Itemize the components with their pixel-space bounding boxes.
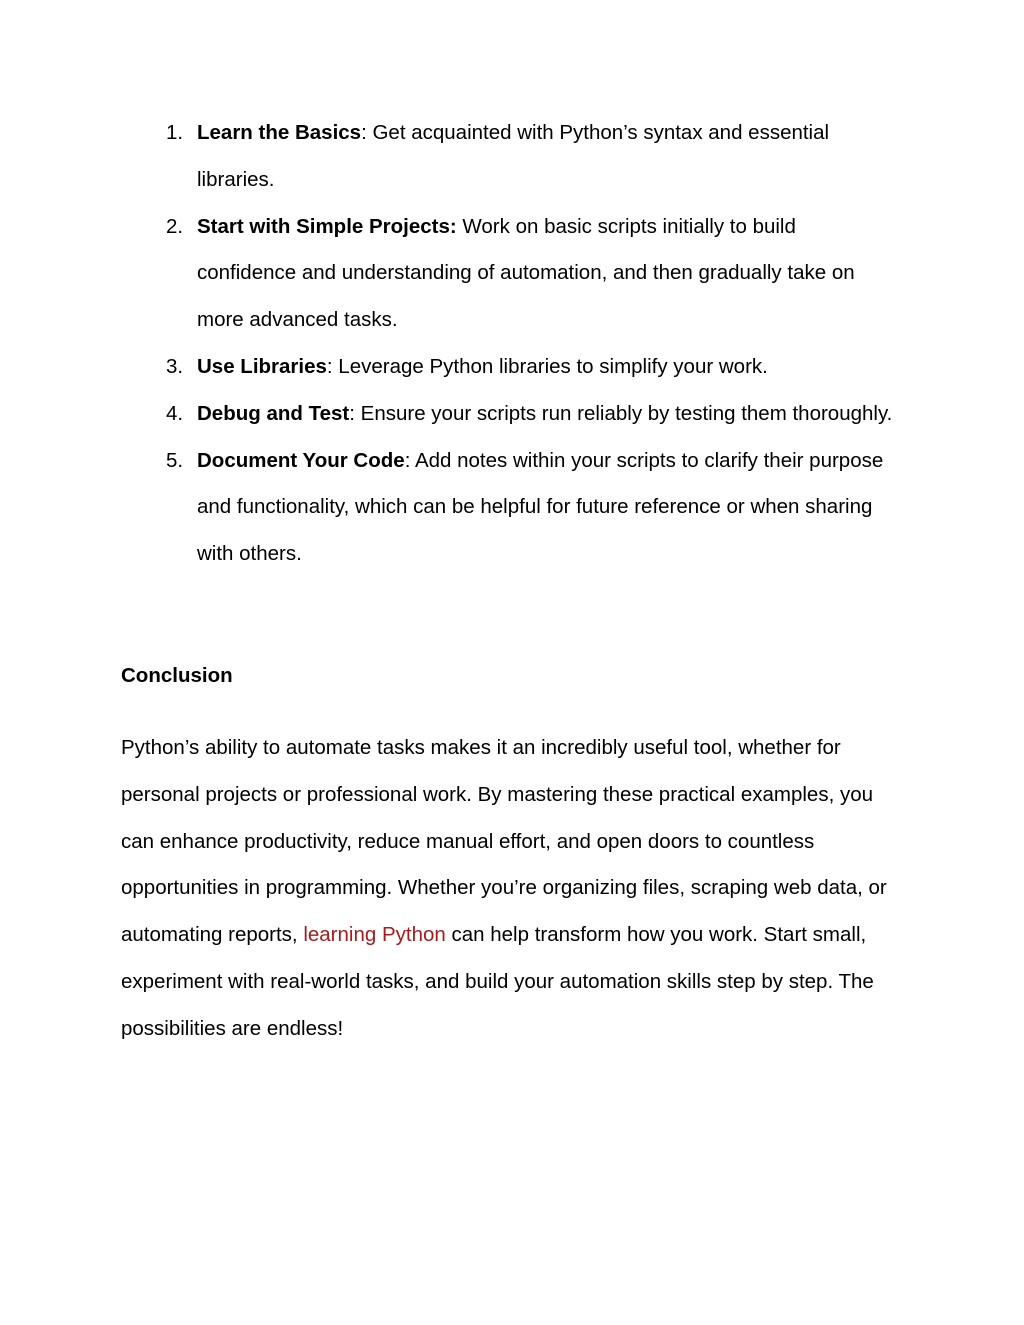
conclusion-heading: Conclusion (121, 664, 233, 687)
list-item (0, 438, 897, 578)
learning-python-link[interactable]: learning Python (303, 923, 446, 947)
list-text: Leverage Python libraries to simplify your work. (332, 354, 768, 378)
list-separator: : (404, 448, 411, 472)
list-term: Use Libraries (197, 354, 327, 378)
list-term: Document Your Code (197, 448, 405, 472)
list-text: Get acquainted with Python’s syntax and essential libraries. (197, 121, 830, 191)
conclusion-text-after: can help transform how you work. Start small, experiment with real-world tasks, and build your automation skills step by step. The possibilities are endless! (121, 923, 874, 1040)
list-separator: : (361, 121, 367, 144)
list-item (0, 344, 897, 391)
list-item (0, 204, 897, 344)
list-number: 3. (166, 354, 184, 378)
list-item (0, 391, 897, 438)
tips-list (0, 110, 1024, 578)
conclusion-text-before: Python’s ability to automate tasks makes it an incredibly useful tool, whether for personal projects or professional work. By mastering these practical examples, you can enhance productivity, reduce manual effort, and open doors to countless opportunities in programming. Whether you’re organizing files, scraping web data, or automating reports, (121, 736, 887, 947)
list-number: 2. (166, 214, 184, 238)
list-number: 5. (166, 448, 184, 472)
conclusion-paragraph (121, 725, 901, 1053)
list-number: 1. (166, 121, 184, 144)
list-term: Learn the Basics (197, 121, 362, 144)
list-separator: : (326, 354, 333, 378)
list-term: Start with Simple Projects: (197, 214, 457, 238)
list-text: Add notes within your scripts to clarify their purpose and functionality, which can be helpful for future reference or when sharing with others. (197, 448, 884, 566)
list-separator: : (349, 401, 355, 425)
list-item (0, 110, 897, 204)
list-text: Work on basic scripts initially to build confidence and understanding of automation, and then gradually take on more advanced tasks. (197, 214, 855, 332)
list-number: 4. (166, 401, 184, 425)
list-text: Ensure your scripts run reliably by testing them thoroughly. (354, 401, 893, 425)
list-term: Debug and Test (197, 401, 350, 425)
